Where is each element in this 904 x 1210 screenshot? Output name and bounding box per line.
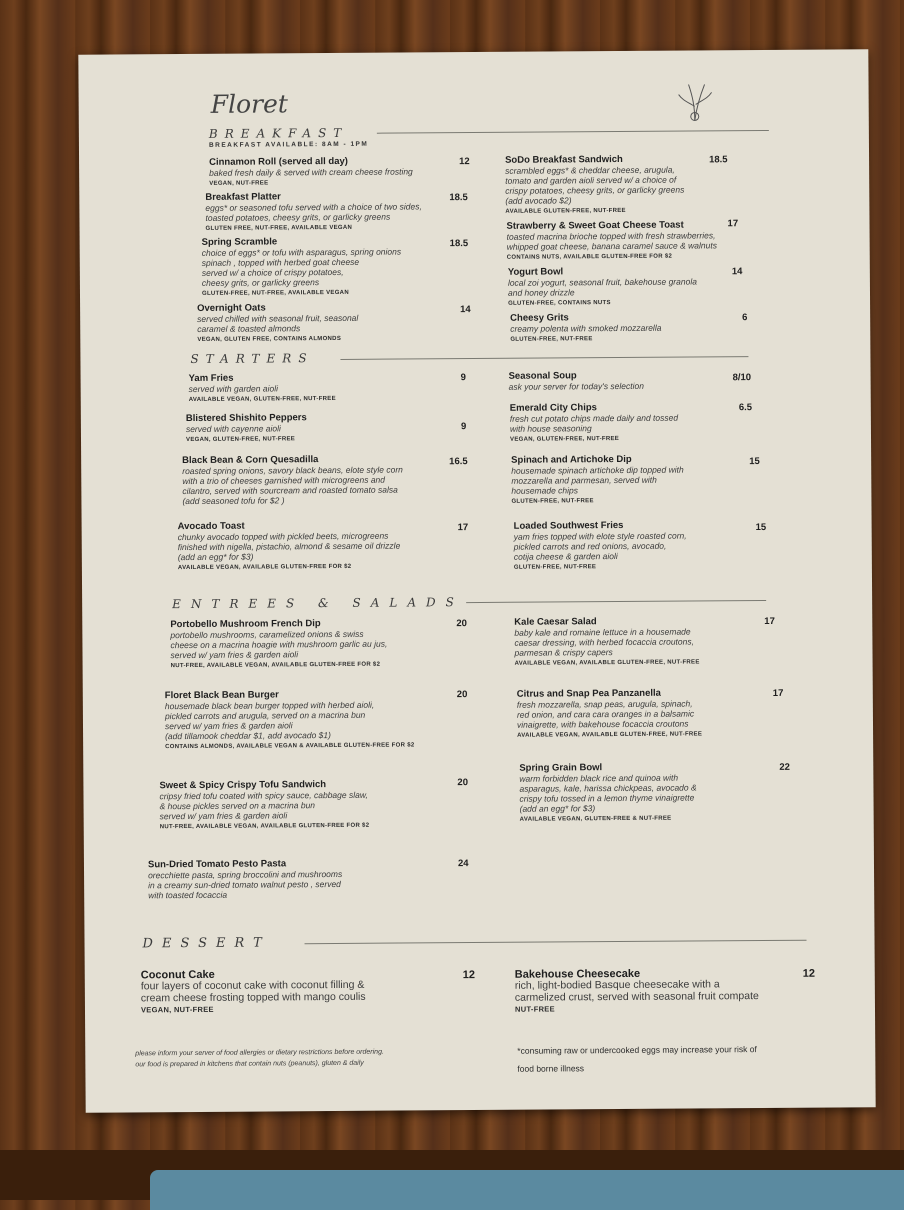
item-description: roasted spring onions, savory black beans, elote style corn with a trio of cheeses garnished with microgreens and cilantro, served with sourcream and roasted tomato salsa (add seasoned tofu for $2 ) xyxy=(182,464,403,507)
menu-item xyxy=(141,968,461,1015)
floret-logo: Floret xyxy=(210,89,288,119)
item-name: Avocado Toast xyxy=(177,520,245,533)
item-name: Seasonal Soup xyxy=(508,370,577,382)
menu-item xyxy=(508,266,768,309)
item-price: 12 xyxy=(802,967,816,980)
item-description: chunky avocado topped with pickled beets, microgreens finished with nigella, pistachio, almond & sesame oil drizzle (add an egg* for $3) xyxy=(177,530,401,563)
item-price: 24 xyxy=(457,858,469,870)
menu-item xyxy=(510,312,760,345)
item-name: Cheesy Grits xyxy=(510,312,569,324)
item-name: Kale Caesar Salad xyxy=(514,616,597,628)
item-dietary-tags: CONTAINS ALMONDS, AVAILABLE VEGAN & AVAILABLE GLUTEN-FREE FOR $2 xyxy=(165,742,415,751)
item-dietary-tags: NUT-FREE xyxy=(514,1004,555,1014)
item-price: 14 xyxy=(731,266,743,278)
item-price: 17 xyxy=(772,687,784,699)
item-description: baked fresh daily & served with cream cheese frosting xyxy=(209,166,413,178)
menu-item xyxy=(509,370,759,393)
item-description: local zoi yogurt, seasonal fruit, bakehouse granola and honey drizzle xyxy=(507,276,697,298)
item-dietary-tags: VEGAN, GLUTEN FREE, CONTAINS ALMONDS xyxy=(197,335,342,343)
menu-item xyxy=(511,454,761,507)
item-description: toasted macrina brioche topped with fresh strawberries, whipped goat cheese, banana caramel sauce & walnuts xyxy=(506,230,717,252)
item-price: 18.5 xyxy=(449,192,468,204)
item-dietary-tags: GLUTEN-FREE, NUT-FREE xyxy=(513,564,597,571)
item-description: yam fries topped with elote style roasted corn, pickled carrots and red onions, avocado, cotija cheese & garden aioli xyxy=(513,530,687,562)
item-price: 6 xyxy=(742,312,748,324)
herb-illustration-icon xyxy=(674,76,714,122)
menu-item xyxy=(517,688,797,741)
menu-item xyxy=(165,689,475,752)
item-name: Portobello Mushroom French Dip xyxy=(170,618,321,631)
item-price: 17 xyxy=(727,218,739,230)
menu-item xyxy=(202,236,462,299)
item-dietary-tags: NUT-FREE, AVAILABLE VEGAN, AVAILABLE GLUTEN-FREE FOR $2 xyxy=(159,822,370,831)
item-name: Spring Scramble xyxy=(201,236,278,248)
item-dietary-tags: GLUTEN FREE, NUT-FREE, AVAILABLE VEGAN xyxy=(205,224,353,232)
item-price: 14 xyxy=(460,304,471,316)
menu-item xyxy=(205,191,465,234)
item-description: housemade black bean burger topped with herbed aioli, pickled carrots and arugula, served on a macrina bun served w/ yam fries & garden aioli (add tillamook cheddar $1, add avocado $1) xyxy=(164,699,375,742)
item-price: 20 xyxy=(457,777,469,789)
item-description: choice of eggs* or tofu with asparagus, spring onions spinach , topped with herbed goat cheese served w/ a choice of crispy potatoes, cheesy grits, or garlicky greens xyxy=(201,246,402,288)
item-name: Floret Black Bean Burger xyxy=(164,689,279,702)
raw-egg-notice: *consuming raw or undercooked eggs may increase your risk of food borne illness xyxy=(517,1044,757,1074)
item-name: Sweet & Spicy Crispy Tofu Sandwich xyxy=(159,779,327,792)
item-description: four layers of coconut cake with coconut filling & cream cheese frosting topped with mango coulis xyxy=(140,978,366,1005)
item-price: 6.5 xyxy=(738,402,753,414)
menu-item xyxy=(186,412,436,445)
menu-item xyxy=(510,402,760,445)
breakfast-rule xyxy=(377,130,769,134)
item-description: rich, light-bodied Basque cheesecake with a carmelized crust, served with seasonal fruit compate xyxy=(514,978,759,1004)
menu-item xyxy=(178,520,478,573)
menu-item xyxy=(505,154,775,217)
item-dietary-tags: VEGAN, NUT-FREE xyxy=(209,180,269,187)
menu-item xyxy=(514,616,794,669)
item-dietary-tags: GLUTEN-FREE, NUT-FREE, AVAILABLE VEGAN xyxy=(201,289,349,297)
menu-item xyxy=(189,372,439,405)
item-name: Cinnamon Roll (served all day) xyxy=(209,155,348,168)
breakfast-heading: BREAKFAST xyxy=(208,125,349,141)
allergy-notice: please inform your server of food allergies or dietary restrictions before ordering. our food is prepared in kitchens that contain nuts (peanuts), gluten & daily xyxy=(135,1048,384,1069)
item-name: Citrus and Snap Pea Panzanella xyxy=(516,687,661,700)
item-price: 20 xyxy=(456,618,467,630)
item-name: Coconut Cake xyxy=(140,968,215,982)
item-price: 15 xyxy=(755,521,767,534)
item-description: ask your server for today's selection xyxy=(508,380,645,392)
breakfast-hours: BREAKFAST AVAILABLE: 8AM - 1PM xyxy=(208,140,369,149)
item-price: 12 xyxy=(462,969,476,982)
item-dietary-tags: VEGAN, GLUTEN-FREE, NUT-FREE xyxy=(185,436,296,444)
item-dietary-tags: VEGAN, NUT-FREE xyxy=(140,1004,214,1015)
item-price: 20 xyxy=(456,689,468,701)
item-dietary-tags: NUT-FREE, AVAILABLE VEGAN, AVAILABLE GLUTEN-FREE FOR $2 xyxy=(170,661,381,670)
item-price: 18.5 xyxy=(709,154,728,166)
item-name: Emerald City Chips xyxy=(509,402,597,414)
menu-item xyxy=(514,520,764,573)
menu-item xyxy=(209,156,459,189)
item-dietary-tags: CONTAINS NUTS, AVAILABLE GLUTEN-FREE FOR $2 xyxy=(506,253,673,261)
item-price: 15 xyxy=(749,456,760,468)
item-description: cripsy fried tofu coated with spicy sauce, cabbage slaw, & house pickles served on a macrina bun served w/ yam fries & garden aioli xyxy=(159,789,368,822)
item-name: Yogurt Bowl xyxy=(507,266,564,278)
item-dietary-tags: GLUTEN-FREE, CONTAINS NUTS xyxy=(508,300,611,307)
item-name: Sun-Dried Tomato Pesto Pasta xyxy=(147,858,287,871)
item-name: Spring Grain Bowl xyxy=(519,762,603,774)
item-price: 18.5 xyxy=(449,238,469,250)
item-description: fresh cut potato chips made daily and tossed with house seasoning xyxy=(509,412,679,434)
item-name: Bakehouse Cheesecake xyxy=(514,967,641,981)
item-name: Spinach and Artichoke Dip xyxy=(511,453,632,466)
item-name: Yam Fries xyxy=(188,372,234,385)
item-name: Blistered Shishito Peppers xyxy=(185,412,307,425)
menu-item xyxy=(148,858,468,901)
item-description: baby kale and romaine lettuce in a housemade caesar dressing, with herbed focaccia croutons, parmesan & crispy capers xyxy=(514,626,695,658)
starters-rule xyxy=(340,356,748,360)
menu-item xyxy=(515,968,815,1015)
item-description: served with garden aioli xyxy=(188,383,278,395)
item-price: 17 xyxy=(457,522,469,534)
blue-cloth xyxy=(150,1170,904,1210)
starters-heading: STARTERS xyxy=(190,351,314,366)
item-dietary-tags: AVAILABLE GLUTEN-FREE, NUT-FREE xyxy=(505,207,626,215)
item-description: housemade spinach artichoke dip topped with mozzarella and parmesan, served with housemade chips xyxy=(511,464,684,496)
item-description: orecchiette pasta, spring broccolini and mushrooms in a creamy sun-dried tomato walnut pesto , served with toasted focaccia xyxy=(148,868,343,901)
item-dietary-tags: GLUTEN-FREE, NUT-FREE xyxy=(511,498,594,505)
item-description: portobello mushrooms, caramelized onions & swiss cheese on a macrina hoagie with mushroom garlic au jus, served w/ yam fries & garden aioli xyxy=(170,628,388,661)
item-name: Black Bean & Corn Quesadilla xyxy=(182,454,319,467)
item-name: Strawberry & Sweet Goat Cheese Toast xyxy=(506,219,684,232)
item-dietary-tags: GLUTEN-FREE, NUT-FREE xyxy=(510,336,593,343)
dessert-heading: DESSERT xyxy=(142,935,271,952)
item-name: Overnight Oats xyxy=(197,302,266,314)
menu-item xyxy=(506,220,786,263)
dessert-rule xyxy=(305,940,807,945)
menu-item xyxy=(159,779,469,832)
item-price: 9 xyxy=(460,372,466,384)
item-dietary-tags: AVAILABLE VEGAN, GLUTEN-FREE, NUT-FREE xyxy=(188,395,336,404)
menu-item xyxy=(519,762,799,825)
menu-item xyxy=(182,454,472,507)
menu-sheet xyxy=(78,49,875,1112)
item-name: Breakfast Platter xyxy=(205,191,281,203)
item-dietary-tags: AVAILABLE VEGAN, AVAILABLE GLUTEN-FREE, NUT-FREE xyxy=(517,731,703,739)
item-description: served with cayenne aioli xyxy=(185,423,281,435)
item-dietary-tags: AVAILABLE VEGAN, AVAILABLE GLUTEN-FREE, NUT-FREE xyxy=(514,659,700,667)
entrees-rule xyxy=(466,600,766,603)
menu-item xyxy=(197,302,457,345)
item-description: creamy polenta with smoked mozzarella xyxy=(510,322,662,334)
item-name: Loaded Southwest Fries xyxy=(513,519,624,532)
menu-item xyxy=(170,618,470,671)
item-price: 17 xyxy=(764,615,775,627)
item-description: eggs* or seasoned tofu served with a choice of two sides, toasted potatoes, cheesy grits, or garlicky greens xyxy=(205,201,422,223)
item-name: SoDo Breakfast Sandwich xyxy=(505,153,623,166)
item-description: scrambled eggs* & cheddar cheese, arugula, tomato and garden aioli served w/ a choice of crispy potatoes, cheesy grits, or garlicky greens (add avocado $2) xyxy=(505,164,685,206)
item-dietary-tags: VEGAN, GLUTEN-FREE, NUT-FREE xyxy=(509,436,620,443)
item-description: fresh mozzarella, snap peas, arugula, spinach, red onion, and cara cara oranges in a balsamic vinaigrette, with bakehouse focaccia croutons xyxy=(516,698,695,730)
item-price: 12 xyxy=(459,156,470,168)
item-description: served chilled with seasonal fruit, seasonal caramel & toasted almonds xyxy=(197,312,359,334)
entrees-heading: ENTREES & SALADS xyxy=(172,595,464,612)
item-price: 16.5 xyxy=(449,456,468,468)
item-dietary-tags: AVAILABLE VEGAN, GLUTEN-FREE & NUT-FREE xyxy=(519,815,672,823)
item-price: 9 xyxy=(460,421,467,433)
item-dietary-tags: AVAILABLE VEGAN, AVAILABLE GLUTEN-FREE FOR $2 xyxy=(177,563,352,572)
item-price: 8/10 xyxy=(732,372,752,384)
item-price: 22 xyxy=(779,761,790,773)
item-description: warm forbidden black rice and quinoa with asparagus, kale, harissa chickpeas, avocado & crispy tofu tossed in a lemon thyme vinaigrette (add an egg* for $3) xyxy=(519,772,697,814)
